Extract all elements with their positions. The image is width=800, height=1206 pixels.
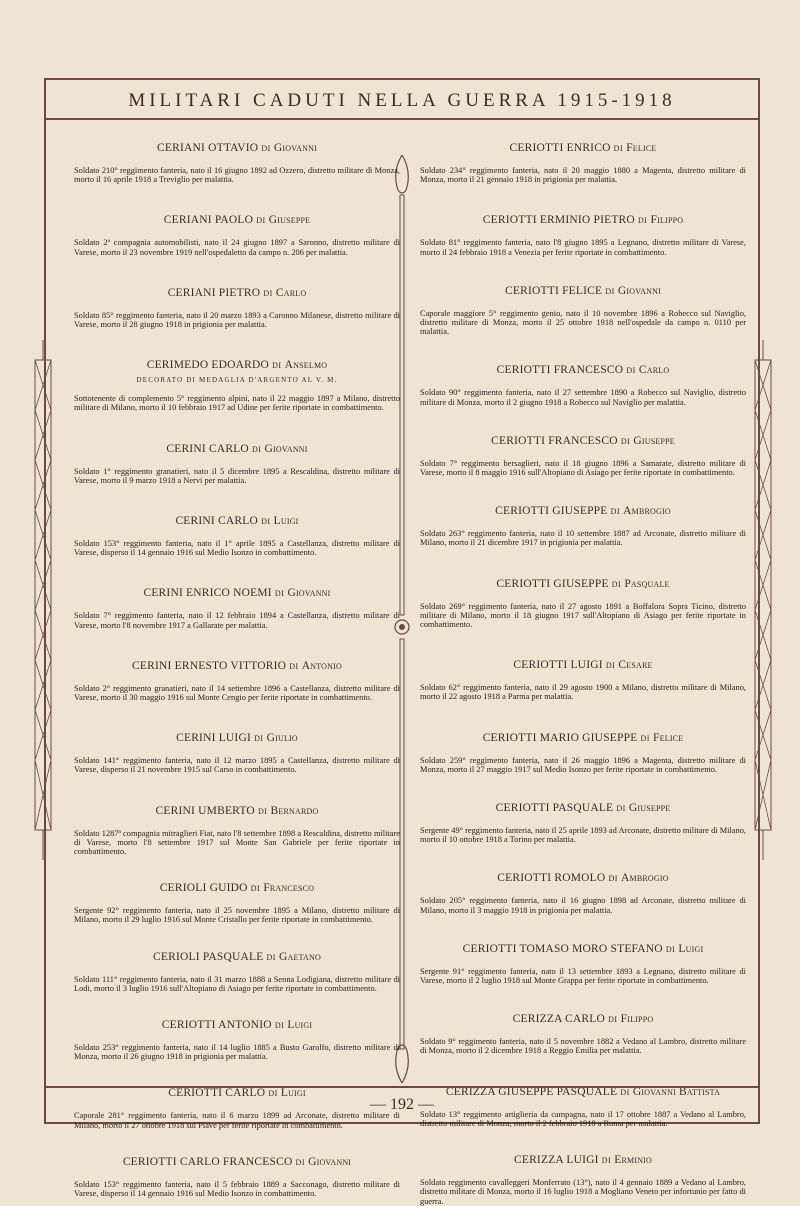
entry-di: DI bbox=[611, 579, 622, 589]
entry-heading bbox=[74, 443, 400, 455]
page-title: MILITARI CADUTI NELLA GUERRA 1915-1918 bbox=[128, 90, 676, 111]
entry-di: DI bbox=[665, 944, 676, 954]
entry-surname: CERIMEDO EDOARDO bbox=[146, 359, 270, 372]
entry-father: Giovanni Battista bbox=[632, 1085, 721, 1098]
entry-di: DI bbox=[616, 804, 626, 814]
entry-father: Giulio bbox=[266, 732, 298, 745]
entry-di: DI bbox=[261, 144, 271, 153]
entry-text: Soldato 210° reggimento fanteria, nato il 16 giugno 1892 ad Ozzero, distretto militare di Monza, morto il 16 aprile 1918 a Treviglio per malattia. bbox=[74, 166, 400, 185]
entry-di: DI bbox=[252, 444, 262, 454]
entry-surname: CERIANI OTTAVIO bbox=[157, 142, 259, 154]
entry bbox=[74, 1156, 400, 1198]
entry-heading bbox=[74, 587, 400, 599]
entry-surname: CERIOTTI MARIO GIUSEPPE bbox=[482, 731, 638, 744]
entry-heading bbox=[420, 505, 746, 517]
entry-father: Bernardo bbox=[270, 804, 319, 817]
entry-di: DI bbox=[626, 366, 636, 376]
entry-text: Soldato 2ª compagnia automobilisti, nato il 24 giugno 1897 a Saronno, distretto militare di Varese, morto il 23 novembre 1919 nell'ospedaletto da campo n. 206 per malattia. bbox=[74, 238, 400, 257]
entry bbox=[74, 660, 400, 702]
page-footer bbox=[46, 1086, 758, 1122]
entry-surname: CERIOTTI FELICE bbox=[505, 284, 603, 297]
entry-surname: CERINI UMBERTO bbox=[155, 804, 255, 817]
entry-text: Caporale maggiore 5° reggimento genio, nato il 10 novembre 1896 a Robecco sul Naviglio, distretto militare di Monza, morto il 25 ottobre 1918 nell'ospedale da campo n. 0110 per malattia. bbox=[420, 308, 746, 337]
page-number: — 192 — bbox=[370, 1096, 434, 1113]
entry-father: Felice bbox=[626, 142, 657, 154]
entry-surname: CERIOTTI PASQUALE bbox=[495, 802, 614, 815]
entry-heading bbox=[420, 578, 746, 590]
entry bbox=[420, 659, 746, 701]
entry-father: Carlo bbox=[638, 364, 670, 377]
entry-father: Ambrogio bbox=[623, 505, 671, 518]
entry-text: Sergente 92° reggimento fanteria, nato il 25 novembre 1895 a Milano, distretto militare di Milano, morto il 29 luglio 1916 sul Monte Cristallo per ferite riportate in combattimento. bbox=[74, 906, 400, 925]
entry bbox=[74, 287, 400, 329]
entry-text: Soldato 1287ª compagnia mitraglieri Fiat, nato l'8 settembre 1898 a Rescaldina, distretto militare di Varese, morto l'8 settembre 1917 sul Monte San Gabriele per ferite riportate in combattimento. bbox=[74, 828, 400, 857]
entry-father: Pasquale bbox=[624, 577, 670, 590]
entry-father: Gaetano bbox=[279, 950, 321, 963]
entry-father: Filippo bbox=[620, 1013, 654, 1026]
entry-text: Soldato 111° reggimento fanteria, nato il 31 marzo 1888 a Senna Lodigiana, distretto militare di Lodi, morto il 3 luglio 1916 sull'Altopiano di Asiago per ferite riportate in combattimento. bbox=[74, 974, 400, 993]
entry-heading bbox=[74, 1019, 400, 1031]
entry-text: Soldato 7° reggimento bersaglieri, nato il 18 giugno 1896 a Samarate, distretto militare di Varese, morto il 8 maggio 1916 sull'Altopiano di Asiago per ferite riportate in combattimento. bbox=[420, 458, 746, 478]
entry-di: DI bbox=[613, 144, 624, 153]
entry-father: Giovanni bbox=[617, 284, 661, 297]
entry-text: Soldato 269° reggimento fanteria, nato il 27 agosto 1891 a Boffalora Sopra Ticino, distretto militare di Milano, morto il 18 giugno 1917 sull'Altopiano di Asiago per ferite riportate in combattimento. bbox=[420, 601, 746, 630]
entry-surname: CERINI CARLO bbox=[166, 442, 249, 455]
entry-surname: CERIOTTI ENRICO bbox=[509, 142, 611, 154]
entry-di: DI bbox=[289, 661, 299, 671]
entry-decoration: DECORATO DI MEDAGLIA D'ARGENTO AL V. M. bbox=[136, 376, 338, 385]
entry-surname: CERIOTTI ANTONIO bbox=[161, 1019, 272, 1032]
entry-di: DI bbox=[261, 517, 271, 527]
entry-heading bbox=[74, 1156, 400, 1168]
entry-di: DI bbox=[274, 589, 285, 599]
entry-father: Erminio bbox=[614, 1154, 653, 1167]
entry-heading bbox=[420, 1013, 746, 1025]
entry-father: Luigi bbox=[273, 515, 299, 528]
entry-text: Soldato 13° reggimento artiglieria da campagna, nato il 17 ottobre 1887 a Vedano al Lambro, distretto militare di Monza, morto il 2 febbraio 1918 a Roma per malattia. bbox=[420, 1109, 746, 1128]
entry-heading bbox=[74, 515, 400, 527]
entry bbox=[420, 872, 746, 914]
entry-surname: CERIOTTI ERMINIO PIETRO bbox=[482, 214, 635, 227]
entry-heading bbox=[74, 732, 400, 744]
entry-di: DI bbox=[256, 216, 266, 226]
entry bbox=[74, 443, 400, 485]
entry-father: Luigi bbox=[287, 1019, 313, 1032]
entry-surname: CERIOTTI CARLO bbox=[168, 1087, 266, 1100]
entry-text: Soldato 205° reggimento fanteria, nato il 16 giugno 1898 ad Arconate, distretto militare di Milano, morto il 3 maggio 1918 in prigionia per malattia. bbox=[420, 896, 746, 915]
entry bbox=[420, 943, 746, 985]
entry-heading bbox=[74, 882, 400, 894]
entry-father: Filippo bbox=[650, 214, 684, 227]
entry-text: Soldato 153° reggimento fanteria, nato il 1° aprile 1895 a Castellanza, distretto militare di Varese, disperso il 14 gennaio 1916 sul Medio Isonzo in combattimento. bbox=[74, 539, 400, 558]
entry-heading bbox=[420, 943, 746, 955]
entry-text: Soldato reggimento cavalleggeri Monferrato (13°), nato il 4 gennaio 1889 a Vedano al Lambro, distretto militare di Monza, morto il 16 luglio 1918 a Mogliano Veneto per infortunio per fatto di guerra. bbox=[420, 1178, 746, 1206]
entry-father: Giuseppe bbox=[628, 802, 671, 815]
entry-surname: CERIOTTI CARLO FRANCESCO bbox=[122, 1155, 293, 1168]
entry-father: Luigi bbox=[678, 942, 704, 955]
entry-father: Giuseppe bbox=[268, 214, 311, 227]
entry-surname: CERIOLI GUIDO bbox=[159, 882, 248, 895]
entry-heading bbox=[420, 732, 746, 744]
entry-heading bbox=[420, 142, 746, 154]
entry-text: Soldato 2° reggimento granatieri, nato il 14 settembre 1896 a Castellanza, distretto militare di Varese, morto il 30 maggio 1916 sul Monte Cengio per ferite riportate in combattimento. bbox=[74, 683, 400, 703]
entry-text: Soldato 234° reggimento fanteria, nato il 20 maggio 1880 a Magenta, distretto militare di Monza, morto il 21 gennaio 1918 in prigionia per malattia. bbox=[420, 166, 746, 185]
entry-text: Soldato 9° reggimento fanteria, nato il 5 novembre 1882 a Vedano al Lambro, distretto militare di Monza, morto il 2 dicembre 1918 a Reggio Emilia per malattia. bbox=[420, 1037, 746, 1056]
entry bbox=[74, 515, 400, 557]
entry bbox=[74, 587, 400, 629]
entry-surname: CERINI ENRICO NOEMI bbox=[143, 587, 272, 600]
entry-father: Carlo bbox=[275, 286, 307, 299]
entry-di: DI bbox=[601, 1156, 612, 1166]
entry-di: DI bbox=[608, 1015, 618, 1025]
entry-father: Luigi bbox=[280, 1087, 306, 1100]
entry-di: DI bbox=[254, 734, 264, 744]
entry-heading bbox=[420, 214, 746, 226]
entry-di: DI bbox=[274, 1021, 285, 1031]
entry-di: DI bbox=[295, 1157, 305, 1167]
entry-father: Anselmo bbox=[284, 359, 328, 372]
entry bbox=[74, 732, 400, 774]
entry bbox=[420, 505, 746, 547]
entry bbox=[74, 142, 400, 184]
entry-heading bbox=[74, 951, 400, 963]
entry-heading bbox=[420, 872, 746, 884]
entry-text: Soldato 62° reggimento fanteria, nato il 29 agosto 1900 a Milano, distretto militare di Milano, morto il 22 agosto 1918 a Parma per malattia. bbox=[420, 683, 746, 702]
entry-surname: CERIOTTI LUIGI bbox=[513, 659, 603, 672]
entry-di: DI bbox=[257, 806, 268, 816]
entry-father: Antonio bbox=[301, 659, 342, 672]
entry-heading bbox=[74, 142, 400, 154]
entry bbox=[420, 802, 746, 844]
entry-surname: CERIOTTI FRANCESCO bbox=[491, 434, 618, 447]
entry-text: Soldato 1° reggimento granatieri, nato il 5 dicembre 1895 a Rescaldina, distretto militare di Varese, morto il 9 marzo 1918 a Nervi per malattia. bbox=[74, 466, 400, 485]
entry-heading bbox=[420, 802, 746, 814]
entry-text: Soldato 153° reggimento fanteria, nato il 5 febbraio 1889 a Sacconago, distretto militare di Varese, disperso il 14 gennaio 1916 sul Medio Isonzo in combattimento. bbox=[74, 1179, 400, 1199]
entry-text: Soldato 85° reggimento fanteria, nato il 20 marzo 1893 a Caronno Milanese, distretto militare di Varese, morto il 28 giugno 1918 in prigionia per malattia. bbox=[74, 310, 400, 330]
entry-heading bbox=[420, 435, 746, 447]
entry-father: Ambrogio bbox=[621, 872, 669, 885]
entry-text: Caporale 281° reggimento fanteria, nato il 6 marzo 1899 ad Arconate, distretto militare di Milano, morto il 27 ottobre 1918 sul Piave per ferite riportate in combattimento. bbox=[74, 1111, 400, 1130]
entry-surname: CERINI LUIGI bbox=[176, 732, 251, 745]
entry-text: Soldato 253° reggimento fanteria, nato il 14 luglio 1885 a Busto Garolfo, distretto militare di Monza, morto il 26 giugno 1918 in prigionia per malattia. bbox=[74, 1043, 400, 1062]
right-column bbox=[420, 142, 746, 1206]
entry bbox=[74, 951, 400, 993]
entry-di: DI bbox=[266, 952, 276, 962]
entry bbox=[74, 805, 400, 857]
entry-surname: CERIOTTI TOMASO MORO STEFANO bbox=[462, 942, 663, 955]
entry-surname: CERIZZA GIUSEPPE PASQUALE bbox=[445, 1085, 618, 1098]
entry-di: DI bbox=[640, 733, 650, 743]
entry-text: Soldato 90° reggimento fanteria, nato il 27 settembre 1890 a Robecco sul Naviglio, distretto militare di Monza, morto il 2 giugno 1918 a Robecco sul Naviglio per malattia. bbox=[420, 388, 746, 407]
entry-di: DI bbox=[268, 1089, 278, 1099]
entry-heading bbox=[74, 214, 400, 226]
entry-father: Giovanni bbox=[273, 142, 317, 154]
entry-text: Sergente 49° reggimento fanteria, nato il 25 aprile 1893 ad Arconate, distretto militare di Milano, morto il 10 ottobre 1918 a Torino per malattia. bbox=[420, 826, 746, 845]
entry bbox=[420, 214, 746, 256]
entry-father: Giuseppe bbox=[633, 434, 675, 447]
entry-heading bbox=[420, 1154, 746, 1166]
entry-heading bbox=[74, 660, 400, 672]
entry-heading bbox=[420, 285, 746, 297]
entry-di: DI bbox=[620, 1087, 630, 1097]
entry-heading bbox=[74, 359, 400, 371]
entry-father: Felice bbox=[653, 731, 684, 744]
entry-surname: CERIANI PAOLO bbox=[163, 214, 254, 227]
entry-text: Sottotenente di complemento 5° reggimento alpini, nato il 22 maggio 1897 a Milano, distretto militare di Milano, morto il 10 febbraio 1917 ad Udine per ferite riportate in combattimento. bbox=[74, 394, 400, 413]
entry-text: Sergente 91° reggimento fanteria, nato il 13 settembre 1893 a Legnano, distretto militare di Varese, morto il 2 luglio 1918 sul Monte Grappa per ferite riportate in combattimento. bbox=[420, 966, 746, 986]
left-pole-ornament-icon bbox=[32, 340, 54, 860]
entry-surname: CERINI CARLO bbox=[175, 515, 259, 528]
entry-father: Cesare bbox=[618, 659, 653, 672]
entry-di: DI bbox=[263, 288, 273, 298]
page-frame bbox=[44, 78, 760, 1206]
entry-surname: CERIZZA LUIGI bbox=[513, 1154, 599, 1167]
entry-father: Giovanni bbox=[308, 1155, 352, 1168]
entry-di: DI bbox=[272, 361, 282, 371]
entry-di: DI bbox=[605, 286, 615, 296]
entry-father: Giovanni bbox=[287, 587, 331, 600]
page-header bbox=[46, 80, 758, 120]
entry-di: DI bbox=[608, 874, 618, 884]
entry-di: DI bbox=[610, 507, 621, 517]
entry-text: Soldato 81° reggimento fanteria, nato l'8 giugno 1895 a Legnano, distretto militare di Varese, morto il 24 febbraio 1918 a Venezia per ferite riportate in combattimento. bbox=[420, 238, 746, 257]
entry-father: Giovanni bbox=[264, 442, 308, 455]
entry-di: DI bbox=[638, 216, 648, 226]
entry bbox=[74, 1019, 400, 1061]
entry bbox=[420, 1013, 746, 1055]
entry-heading bbox=[420, 659, 746, 671]
entry bbox=[420, 364, 746, 406]
entry bbox=[420, 285, 746, 337]
left-column bbox=[74, 142, 400, 1198]
right-pole-ornament-icon bbox=[752, 340, 774, 860]
entry-surname: CERINI ERNESTO VITTORIO bbox=[132, 659, 287, 672]
entry-text: Soldato 7° reggimento fanteria, nato il 12 febbraio 1894 a Castellanza, distretto militare di Varese, morto l'8 novembre 1917 a Gallarate per malattia. bbox=[74, 611, 400, 630]
entry-text: Soldato 141° reggimento fanteria, nato il 12 marzo 1895 a Castellanza, distretto militare di Varese, disperso il 21 novembre 1915 sul Carso in combattimento. bbox=[74, 756, 400, 775]
entry-di: DI bbox=[250, 884, 261, 894]
entry bbox=[74, 882, 400, 924]
entry-surname: CERIANI PIETRO bbox=[167, 286, 261, 299]
entry bbox=[420, 435, 746, 477]
entry-surname: CERIOTTI GIUSEPPE bbox=[495, 505, 608, 518]
entry-heading bbox=[74, 805, 400, 817]
entry bbox=[74, 359, 400, 412]
entry-surname: CERIZZA CARLO bbox=[512, 1013, 606, 1026]
entry-father: Francesco bbox=[263, 882, 315, 895]
entry-text: Soldato 263° reggimento fanteria, nato il 10 settembre 1887 ad Arconate, distretto militare di Milano, morto il 21 dicembre 1917 in prigionia per malattia. bbox=[420, 529, 746, 548]
entry-text: Soldato 259° reggimento fanteria, nato il 26 maggio 1896 a Magenta, distretto militare di Monza, morto il 27 maggio 1917 sul Medio Isonzo per ferite riportate in combattimento. bbox=[420, 755, 746, 774]
entry bbox=[420, 142, 746, 184]
entry-surname: CERIOTTI FRANCESCO bbox=[496, 364, 624, 377]
entry-di: DI bbox=[620, 436, 631, 446]
entry bbox=[420, 1154, 746, 1206]
entry-surname: CERIOTTI ROMOLO bbox=[497, 872, 606, 885]
entry bbox=[420, 578, 746, 630]
entry bbox=[420, 732, 746, 774]
entry-surname: CERIOLI PASQUALE bbox=[153, 950, 264, 963]
entry-di: DI bbox=[605, 661, 616, 671]
entry-surname: CERIOTTI GIUSEPPE bbox=[496, 577, 609, 590]
entry-heading bbox=[420, 364, 746, 376]
entry-heading bbox=[74, 287, 400, 299]
entry bbox=[74, 214, 400, 256]
